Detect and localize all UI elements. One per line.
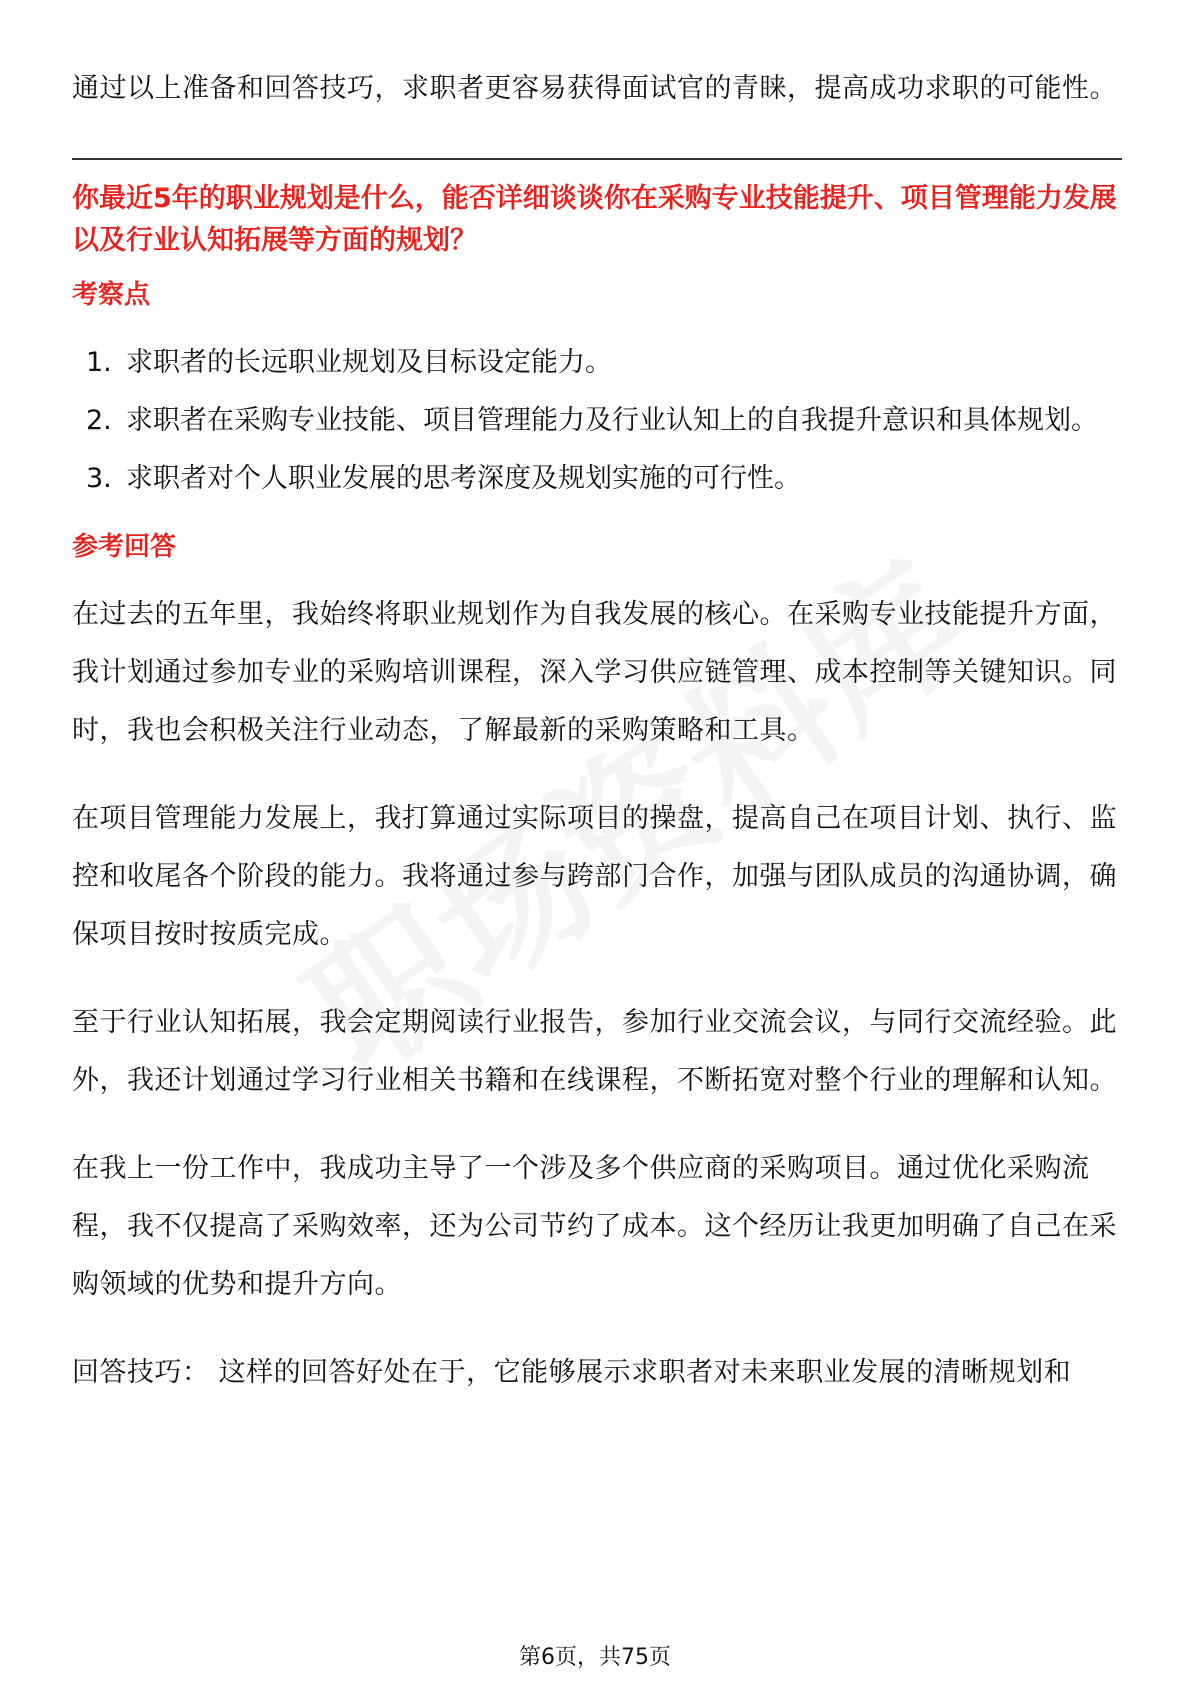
- page-content: [72, 60, 1122, 1432]
- focus-list-item: [72, 450, 1122, 508]
- list-number: 2.: [86, 405, 112, 436]
- list-item-text: 求职者在采购专业技能、项目管理能力及行业认知上的自我提升意识和具体规划。: [126, 405, 1098, 436]
- section-divider: [72, 158, 1122, 160]
- answer-paragraph: 在我上一份工作中，我成功主导了一个涉及多个供应商的采购项目。通过优化采购流程，我不仅提高了采购效率，还为公司节约了成本。这个经历让我更加明确了自己在采购领域的优势和提升方向。: [72, 1153, 1117, 1300]
- list-number: 3.: [86, 463, 112, 494]
- focus-list-item: [72, 334, 1122, 392]
- intro-paragraph: 通过以上准备和回答技巧，求职者更容易获得面试官的青睐，提高成功求职的可能性。: [72, 73, 1117, 104]
- list-item-text: 求职者的长远职业规划及目标设定能力。: [126, 347, 612, 378]
- answer-tips-paragraph: 回答技巧： 这样的回答好处在于，它能够展示求职者对未来职业发展的清晰规划和: [72, 1357, 1072, 1388]
- answer-paragraph: 在过去的五年里，我始终将职业规划作为自我发展的核心。在采购专业技能提升方面，我计划通过参加专业的采购培训课程，深入学习供应链管理、成本控制等关键知识。同时，我也会积极关注行业动态，了解最新的采购策略和工具。: [72, 599, 1117, 746]
- question-title: 你最近5年的职业规划是什么，能否详细谈谈你在采购专业技能提升、项目管理能力发展以及行业认知拓展等方面的规划？: [72, 183, 1117, 256]
- answer-paragraph: 在项目管理能力发展上，我打算通过实际项目的操盘，提高自己在项目计划、执行、监控和收尾各个阶段的能力。我将通过参与跨部门合作，加强与团队成员的沟通协调，确保项目按时按质完成。: [72, 803, 1117, 950]
- page-number-footer: 第6页，共75页: [519, 1645, 671, 1670]
- answer-heading: 参考回答: [72, 532, 177, 562]
- focus-list: [72, 334, 1122, 508]
- focus-heading: 考察点: [72, 280, 151, 310]
- list-number: 1.: [86, 347, 112, 378]
- answer-paragraph: 至于行业认知拓展，我会定期阅读行业报告，参加行业交流会议，与同行交流经验。此外，我还计划通过学习行业相关书籍和在线课程，不断拓宽对整个行业的理解和认知。: [72, 1007, 1117, 1096]
- focus-list-item: [72, 392, 1122, 450]
- list-item-text: 求职者对个人职业发展的思考深度及规划实施的可行性。: [126, 463, 801, 494]
